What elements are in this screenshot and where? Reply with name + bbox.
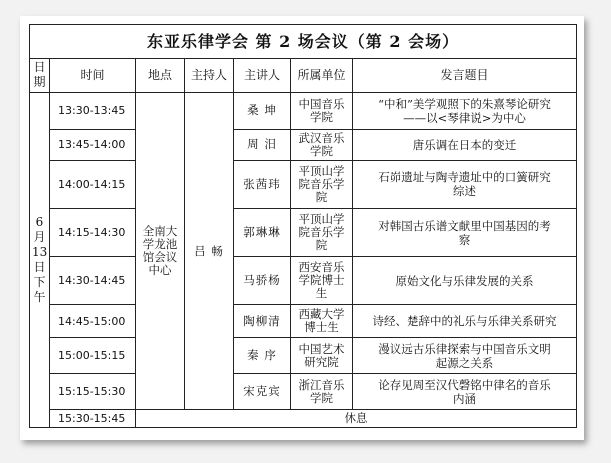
- org-cell: 西安音乐 学院博士 生: [291, 257, 353, 305]
- header-time: 时间: [50, 58, 136, 92]
- time-cell: 15:00-15:15: [50, 338, 136, 374]
- topic-cell: 唐乐调在日本的变迁: [353, 130, 577, 161]
- speaker-cell: 秦 序: [234, 338, 291, 374]
- topic-cell: 诗经、楚辞中的礼乐与乐律关系研究: [353, 305, 577, 338]
- schedule-table: [29, 24, 577, 428]
- speaker-cell: 张茜玮: [234, 160, 291, 208]
- break-row: [30, 410, 577, 428]
- org-cell: 武汉音乐 学院: [291, 130, 353, 161]
- table-row: [30, 257, 577, 305]
- time-cell: 14:30-14:45: [50, 257, 136, 305]
- topic-cell: 原始文化与乐律发展的关系: [353, 257, 577, 305]
- time-cell: 15:15-15:30: [50, 374, 136, 410]
- schedule-document: [20, 16, 584, 440]
- time-cell: 13:30-13:45: [50, 92, 136, 129]
- header-date: 日 期: [30, 58, 50, 92]
- speaker-cell: 郭琳琳: [234, 208, 291, 256]
- topic-cell: “中和”美学观照下的朱熹琴论研究 ——以<琴律说>为中心: [353, 92, 577, 129]
- table-row: [30, 160, 577, 208]
- time-cell: 13:45-14:00: [50, 130, 136, 161]
- speaker-cell: 马骄杨: [234, 257, 291, 305]
- table-row: [30, 92, 577, 129]
- host-cell: 吕 畅: [185, 92, 234, 409]
- table-row: [30, 338, 577, 374]
- org-cell: 中国艺术 研究院: [291, 338, 353, 374]
- header-topic: 发言题目: [353, 58, 577, 92]
- header-venue: 地点: [136, 58, 185, 92]
- venue-cell: 全南大 学龙池 馆会议 中心: [136, 92, 185, 409]
- topic-cell: 对韩国古乐谱文献里中国基因的考 察: [353, 208, 577, 256]
- speaker-cell: 陶柳清: [234, 305, 291, 338]
- org-cell: 浙江音乐 学院: [291, 374, 353, 410]
- date-cell: 6 月 13 日 下 午: [30, 92, 50, 427]
- time-cell: 14:00-14:15: [50, 160, 136, 208]
- time-cell: 14:15-14:30: [50, 208, 136, 256]
- org-cell: 中国音乐 学院: [291, 92, 353, 129]
- org-cell: 西藏大学 博士生: [291, 305, 353, 338]
- topic-cell: 论存见周至汉代磬铭中律名的音乐 内涵: [353, 374, 577, 410]
- speaker-cell: 周 汨: [234, 130, 291, 161]
- speaker-cell: 宋克宾: [234, 374, 291, 410]
- table-row: [30, 130, 577, 161]
- time-cell: 15:30-15:45: [50, 410, 136, 428]
- table-row: [30, 374, 577, 410]
- topic-cell: 石峁遗址与陶寺遗址中的口簧研究 综述: [353, 160, 577, 208]
- speaker-cell: 桑 坤: [234, 92, 291, 129]
- header-host: 主持人: [185, 58, 234, 92]
- table-row: [30, 208, 577, 256]
- header-org: 所属单位: [291, 58, 353, 92]
- page-title: 东亚乐律学会 第 2 场会议（第 2 会场）: [30, 25, 577, 59]
- header-speaker: 主讲人: [234, 58, 291, 92]
- header-row: [30, 58, 577, 92]
- break-label: 休息: [136, 410, 577, 428]
- org-cell: 平顶山学 院音乐学 院: [291, 208, 353, 256]
- time-cell: 14:45-15:00: [50, 305, 136, 338]
- org-cell: 平顶山学 院音乐学 院: [291, 160, 353, 208]
- table-row: [30, 305, 577, 338]
- topic-cell: 漫议远古乐律探索与中国音乐文明 起源之关系: [353, 338, 577, 374]
